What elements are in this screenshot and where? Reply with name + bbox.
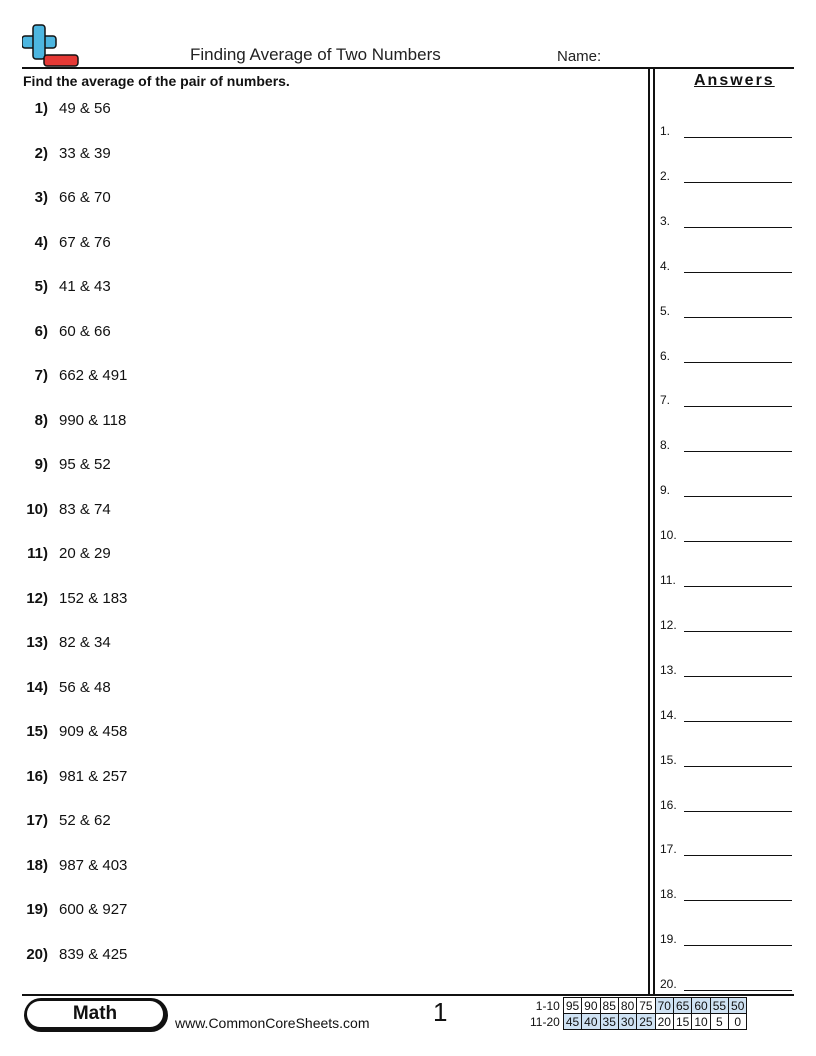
answer-label: 1. [660, 124, 671, 138]
problem-item [0, 768, 630, 788]
website-link[interactable]: www.CommonCoreSheets.com [175, 1015, 370, 1031]
answer-blank-line[interactable] [684, 541, 792, 542]
answer-label: 5. [660, 303, 671, 318]
answer-slot[interactable] [660, 887, 800, 903]
answer-slot[interactable] [660, 528, 800, 544]
answer-blank-line[interactable] [684, 631, 792, 632]
score-cell: 55 [710, 998, 728, 1014]
score-cell: 60 [692, 998, 710, 1014]
problem-expression: 66 & 70 [59, 189, 111, 206]
problem-item [0, 545, 630, 565]
answer-label: 17. [660, 842, 677, 857]
score-table [528, 997, 747, 1030]
score-cell: 5 [710, 1014, 728, 1030]
problem-expression: 56 & 48 [59, 678, 111, 696]
answer-blank-line[interactable] [684, 586, 792, 587]
problem-expression: 41 & 43 [59, 278, 111, 295]
page-title: Finding Average of Two Numbers [190, 45, 441, 64]
page-number: 1 [433, 997, 448, 1027]
answer-blank-line[interactable] [684, 766, 792, 767]
answer-slot[interactable] [660, 663, 800, 679]
answer-blank-line[interactable] [684, 451, 792, 452]
answer-blank-line[interactable] [684, 945, 792, 946]
problem-expression: 152 & 183 [59, 589, 128, 607]
answer-slot[interactable] [660, 304, 800, 320]
name-label: Name: [557, 48, 602, 65]
problem-expression: 52 & 62 [59, 812, 111, 829]
problem-item [0, 323, 630, 343]
problem-item [0, 946, 630, 966]
answers-heading: Answers [694, 72, 775, 89]
answer-slot[interactable] [660, 483, 800, 499]
answer-slot[interactable] [660, 753, 800, 769]
subject-label: Math [27, 1001, 163, 1027]
problem-number: 7) [34, 367, 48, 384]
subject-badge [24, 998, 168, 1032]
answer-slot[interactable] [660, 798, 800, 814]
problem-expression: 662 & 491 [59, 367, 128, 384]
answer-slot[interactable] [660, 618, 800, 634]
score-row [528, 1014, 747, 1030]
problem-number: 3) [34, 189, 48, 206]
answer-label: 4. [660, 258, 671, 273]
problem-item [0, 189, 630, 209]
problem-expression: 33 & 39 [59, 144, 111, 162]
problem-number: 4) [34, 233, 48, 251]
score-row-label: 1-10 [535, 998, 560, 1013]
answer-label: 2. [660, 168, 671, 183]
answer-blank-line[interactable] [684, 182, 792, 183]
problem-number: 6) [34, 322, 48, 340]
problem-item [0, 234, 630, 254]
score-cell: 85 [600, 998, 618, 1014]
answer-label: 14. [660, 707, 677, 722]
answer-blank-line[interactable] [684, 317, 792, 318]
answer-label: 15. [660, 752, 677, 767]
score-cell: 15 [673, 1014, 691, 1030]
column-divider [653, 68, 655, 995]
problem-number: 10) [26, 500, 48, 518]
answer-label: 13. [660, 662, 677, 677]
problem-expression: 839 & 425 [59, 945, 128, 963]
answer-label: 12. [660, 617, 677, 632]
problem-expression: 981 & 257 [59, 767, 128, 785]
answer-slot[interactable] [660, 573, 800, 589]
problem-number: 13) [26, 634, 48, 651]
problem-number: 15) [26, 723, 48, 740]
problem-item [0, 679, 630, 699]
problem-expression: 60 & 66 [59, 322, 111, 340]
score-cell: 95 [563, 998, 581, 1014]
score-cell: 75 [637, 998, 655, 1014]
answer-slot[interactable] [660, 393, 800, 409]
problem-expression: 49 & 56 [59, 100, 111, 117]
answer-slot[interactable] [660, 438, 800, 454]
answer-blank-line[interactable] [684, 362, 792, 363]
problem-item [0, 456, 630, 476]
answer-blank-line[interactable] [684, 272, 792, 273]
problem-number: 17) [26, 812, 48, 829]
answer-blank-line[interactable] [684, 721, 792, 722]
problem-expression: 20 & 29 [59, 545, 111, 562]
answer-blank-line[interactable] [684, 855, 792, 856]
problem-number: 1) [34, 100, 48, 117]
answer-slot[interactable] [660, 349, 800, 365]
score-row-label: 11-20 [530, 1014, 560, 1029]
answer-label: 3. [660, 213, 671, 228]
answer-label: 6. [660, 348, 671, 363]
problem-item [0, 901, 630, 921]
problem-item [0, 278, 630, 298]
answer-blank-line[interactable] [684, 990, 792, 991]
answer-label: 11. [660, 573, 676, 587]
problem-number: 5) [34, 278, 48, 295]
problem-number: 9) [34, 456, 48, 473]
score-cell: 90 [582, 998, 600, 1014]
answer-label: 10. [660, 528, 677, 543]
logo-icon [22, 24, 80, 68]
score-cell: 80 [618, 998, 636, 1014]
answer-blank-line[interactable] [684, 676, 792, 677]
answer-label: 19. [660, 932, 677, 947]
instructions: Find the average of the pair of numbers. [23, 73, 290, 89]
score-cell: 45 [563, 1014, 581, 1030]
answer-blank-line[interactable] [684, 496, 792, 497]
score-cell: 50 [729, 998, 747, 1014]
problem-expression: 909 & 458 [59, 723, 128, 740]
problem-expression: 82 & 34 [59, 634, 111, 651]
answer-blank-line[interactable] [684, 900, 792, 901]
score-cell: 0 [729, 1014, 747, 1030]
answer-blank-line[interactable] [684, 811, 792, 812]
score-cell: 10 [692, 1014, 710, 1030]
answer-slot[interactable] [660, 124, 800, 140]
problem-number: 16) [26, 767, 48, 785]
answer-slot[interactable] [660, 932, 800, 948]
problem-expression: 83 & 74 [59, 500, 111, 518]
problem-expression: 95 & 52 [59, 456, 111, 473]
problem-number: 2) [34, 144, 48, 162]
problem-expression: 987 & 403 [59, 856, 128, 874]
score-cell: 20 [655, 1014, 673, 1030]
score-cell: 35 [600, 1014, 618, 1030]
problem-item [0, 723, 630, 743]
answer-blank-line[interactable] [684, 406, 792, 407]
problem-item [0, 634, 630, 654]
problem-item [0, 145, 630, 165]
answer-label: 20. [660, 977, 677, 992]
problem-expression: 600 & 927 [59, 901, 128, 918]
answer-slot[interactable] [660, 169, 800, 185]
score-row [528, 998, 747, 1014]
problem-item [0, 590, 630, 610]
problem-item [0, 501, 630, 521]
answer-label: 18. [660, 887, 677, 902]
problem-item [0, 367, 630, 387]
problem-expression: 990 & 118 [59, 411, 127, 429]
answer-blank-line[interactable] [684, 137, 792, 138]
problem-number: 19) [26, 901, 48, 918]
answer-label: 16. [660, 797, 677, 812]
score-cell: 40 [582, 1014, 600, 1030]
problem-item [0, 100, 630, 120]
answer-slot[interactable] [660, 708, 800, 724]
column-divider [648, 68, 650, 995]
answer-label: 9. [660, 483, 671, 498]
problem-number: 18) [26, 856, 48, 874]
score-cell: 30 [618, 1014, 636, 1030]
problem-item [0, 412, 630, 432]
answer-label: 8. [660, 438, 671, 453]
answer-slot[interactable] [660, 842, 800, 858]
answer-blank-line[interactable] [684, 227, 792, 228]
footer-divider [22, 994, 794, 996]
problem-number: 20) [26, 945, 48, 963]
answer-label: 7. [660, 393, 671, 408]
problem-item [0, 812, 630, 832]
score-cell: 25 [637, 1014, 655, 1030]
answer-slot[interactable] [660, 214, 800, 230]
score-cell: 70 [655, 998, 673, 1014]
header-divider [22, 67, 794, 69]
problem-number: 14) [26, 678, 48, 696]
answer-slot[interactable] [660, 977, 800, 993]
score-cell: 65 [673, 998, 691, 1014]
problem-number: 11) [27, 545, 48, 562]
problem-number: 12) [26, 589, 48, 607]
problem-number: 8) [34, 411, 48, 429]
problem-expression: 67 & 76 [59, 233, 111, 251]
answer-slot[interactable] [660, 259, 800, 275]
problem-item [0, 857, 630, 877]
